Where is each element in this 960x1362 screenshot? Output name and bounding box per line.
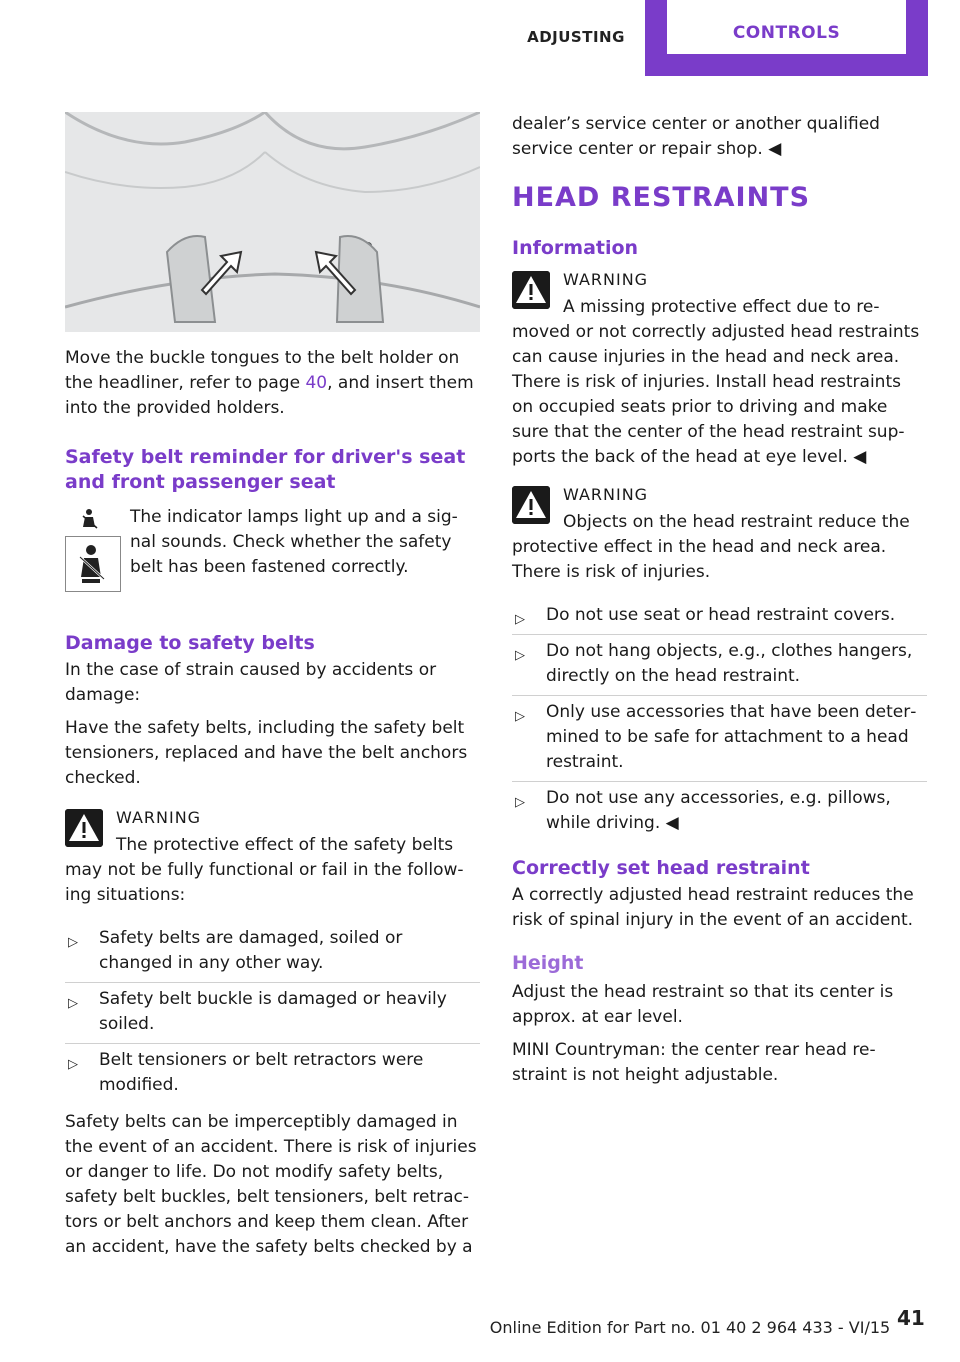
warning-triangle-icon <box>65 809 103 847</box>
footer-edition: Online Edition for Part no. 01 40 2 964 433 - VI/15 <box>489 1318 891 1337</box>
height-heading: Height <box>512 952 584 974</box>
list-item-text: Do not hang objects, e.g., clothes hangers, directly on the head restraint. <box>546 641 913 686</box>
intro-text-end: , and insert them into the provided holders. <box>65 373 474 418</box>
damage-paragraph-2: Have the safety belts, including the safety belt tensioners, replaced and have the belt anchors checked. <box>65 718 468 788</box>
triangle-bullet-icon: ▷ <box>515 709 525 724</box>
warning-text: A missing protective effect due to re‐ moved or not correctly adjusted head restraints can cause injuries in the head and neck area. There is risk of injuries. Install head restraints on occupied seats prior to driving and make sure that the center of the head restraint sup‐ ports the back of the head at eye level. ◀ <box>512 297 920 467</box>
triangle-bullet-icon: ▷ <box>515 612 525 627</box>
list-item-text: Safety belts are damaged, soiled or changed in any other way. <box>99 928 403 973</box>
warning-text: Objects on the head restraint reduce the protective effect in the head and neck area. There is risk of injuries. <box>512 512 910 582</box>
damage-paragraph-1: In the case of strain caused by accidents or damage: <box>65 660 437 705</box>
reminder-text: The indicator lamps light up and a sig‐ nal sounds. Check whether the safety belt has been fastened correctly. <box>130 507 458 577</box>
triangle-bullet-icon: ▷ <box>68 996 78 1011</box>
chapter-tab[interactable] <box>645 0 928 76</box>
page-number: 41 <box>897 1306 925 1330</box>
seat-belt-indicator-small-icon <box>65 507 117 531</box>
list-item-text: Only use accessories that have been deter‐ mined to be safe for attachment to a head restraint. <box>546 702 917 772</box>
seat-belt-reminder-block <box>65 503 480 619</box>
seat-belt-holder-figure <box>65 112 480 332</box>
list-item <box>512 782 927 842</box>
warning-text: The protective effect of the safety belts may not be fully functional or fail in the follow‐ ing situations: <box>65 835 464 905</box>
triangle-bullet-icon: ▷ <box>515 648 525 663</box>
warning-triangle-icon <box>512 486 550 524</box>
head-restraints-title: HEAD RESTRAINTS <box>512 182 811 213</box>
list-item-text: Do not use seat or head restraint covers. <box>546 605 896 625</box>
list-item <box>512 599 927 635</box>
correctly-set-heading: Correctly set head restraint <box>512 857 810 879</box>
head-restraint-warning-1 <box>512 269 927 470</box>
continuation-paragraph: dealer’s service center or another qualified service center or repair shop. ◀ <box>512 114 880 159</box>
list-item <box>65 983 480 1044</box>
warning-triangle-icon <box>512 271 550 309</box>
warning-label: WARNING <box>116 808 202 827</box>
page-reference-link[interactable]: 40 <box>305 373 328 393</box>
warning-label: WARNING <box>563 485 649 504</box>
triangle-bullet-icon: ▷ <box>68 1057 78 1072</box>
intro-paragraph <box>65 346 480 421</box>
information-heading: Information <box>512 237 639 259</box>
seat-belt-damage-list <box>65 922 480 1104</box>
damage-heading: Damage to safety belts <box>65 632 315 654</box>
intro-text-start: Move the buckle tongues to the belt holder on the headliner, refer to page <box>65 348 460 393</box>
header-section-label: ADJUSTING <box>527 28 625 46</box>
reminder-heading: Safety belt reminder for driver's seat and front passenger seat <box>65 446 466 493</box>
seat-belt-warning <box>65 807 480 908</box>
list-item <box>512 635 927 696</box>
chapter-tab-label: CONTROLS <box>667 0 906 54</box>
warning-label: WARNING <box>563 270 649 289</box>
height-paragraph-1: Adjust the head restraint so that its center is approx. at ear level. <box>512 982 894 1027</box>
list-item-text: Safety belt buckle is damaged or heavily soiled. <box>99 989 447 1034</box>
seat-belt-warning-lamp-icon <box>65 536 121 592</box>
triangle-bullet-icon: ▷ <box>68 935 78 950</box>
left-column <box>65 346 480 1268</box>
list-item-text: Belt tensioners or belt retractors were modified. <box>99 1050 424 1095</box>
head-restraint-list <box>512 599 927 842</box>
height-paragraph-2: MINI Countryman: the center rear head re‐ straint is not height adjustable. <box>512 1040 876 1085</box>
closing-paragraph: Safety belts can be imperceptibly damaged in the event of an accident. There is risk of injuries or danger to life. Do not modify safety belts, safety belt buckles, belt tensioners, belt retrac‐ tors or belt anchors and keep them clean. After an accident, have the safety belts checked by a <box>65 1112 477 1257</box>
correctly-set-text: A correctly adjusted head restraint reduces the risk of spinal injury in the event of an accident. <box>512 885 914 930</box>
list-item-text: Do not use any accessories, e.g. pillows, while driving. ◀ <box>546 788 891 833</box>
head-restraint-warning-2 <box>512 484 927 585</box>
right-column <box>512 112 927 1096</box>
seat-illustration <box>65 112 480 332</box>
list-item <box>65 922 480 983</box>
list-item <box>512 696 927 782</box>
list-item <box>65 1044 480 1104</box>
triangle-bullet-icon: ▷ <box>515 795 525 810</box>
